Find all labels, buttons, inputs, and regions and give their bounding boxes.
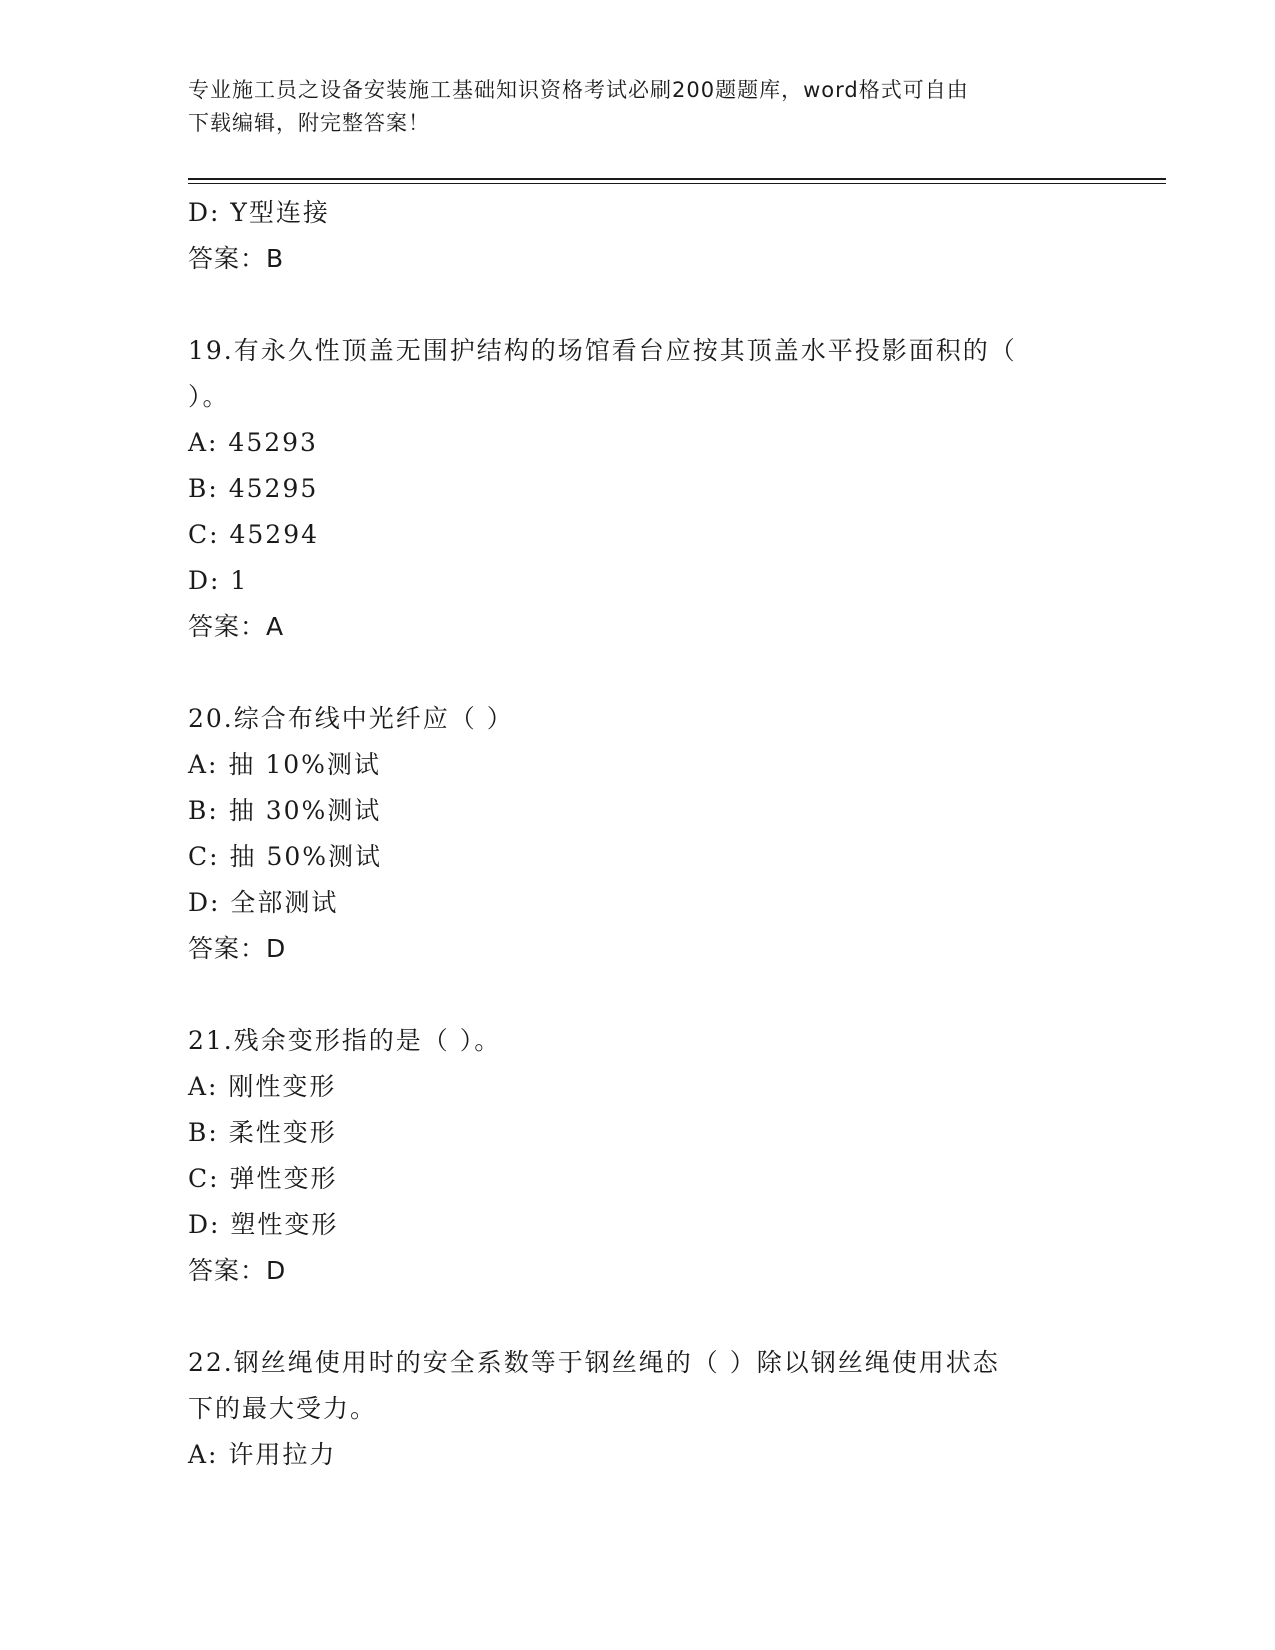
option-d: D: Y型连接 bbox=[188, 198, 330, 227]
header-divider-thick bbox=[188, 178, 1166, 180]
option-a: A: 许用拉力 bbox=[188, 1440, 337, 1469]
header-divider-thin bbox=[188, 183, 1166, 184]
question-title-line-1: 19.有永久性顶盖无围护结构的场馆看台应按其顶盖水平投影面积的（ bbox=[188, 336, 1017, 365]
question-title: 21.残余变形指的是（ ）。 bbox=[188, 1026, 502, 1055]
answer-label: 答案：A bbox=[188, 612, 285, 641]
question-title-line-1: 22.钢丝绳使用时的安全系数等于钢丝绳的（ ）除以钢丝绳使用状态 bbox=[188, 1348, 1000, 1377]
question-title: 20.综合布线中光纤应（ ） bbox=[188, 704, 514, 733]
question-18-tail bbox=[188, 190, 1088, 282]
answer-label: 答案：D bbox=[188, 1256, 287, 1285]
option-d: D: 塑性变形 bbox=[188, 1210, 339, 1239]
question-19 bbox=[188, 328, 1088, 650]
question-title-line-2: 下的最大受力。 bbox=[188, 1394, 378, 1423]
header-line-1: 专业施工员之设备安装施工基础知识资格考试必刷200题题库，word格式可自由 bbox=[188, 78, 969, 102]
question-22 bbox=[188, 1340, 1088, 1478]
header-line-2: 下载编辑，附完整答案！ bbox=[188, 111, 430, 135]
option-b: B: 45295 bbox=[188, 474, 319, 503]
option-b: B: 柔性变形 bbox=[188, 1118, 337, 1147]
answer-label: 答案：D bbox=[188, 934, 287, 963]
document-header bbox=[188, 74, 1088, 140]
option-c: C: 抽 50%测试 bbox=[188, 842, 383, 871]
question-title-line-2: ）。 bbox=[188, 382, 230, 411]
option-a: A: 刚性变形 bbox=[188, 1072, 337, 1101]
question-list bbox=[188, 190, 1088, 1478]
option-c: C: 45294 bbox=[188, 520, 320, 549]
answer-label: 答案：B bbox=[188, 244, 285, 273]
option-d: D: 1 bbox=[188, 566, 249, 595]
option-b: B: 抽 30%测试 bbox=[188, 796, 382, 825]
option-a: A: 抽 10%测试 bbox=[188, 750, 381, 779]
question-21 bbox=[188, 1018, 1088, 1294]
option-c: C: 弹性变形 bbox=[188, 1164, 338, 1193]
option-d: D: 全部测试 bbox=[188, 888, 339, 917]
question-20 bbox=[188, 696, 1088, 972]
option-a: A: 45293 bbox=[188, 428, 318, 457]
